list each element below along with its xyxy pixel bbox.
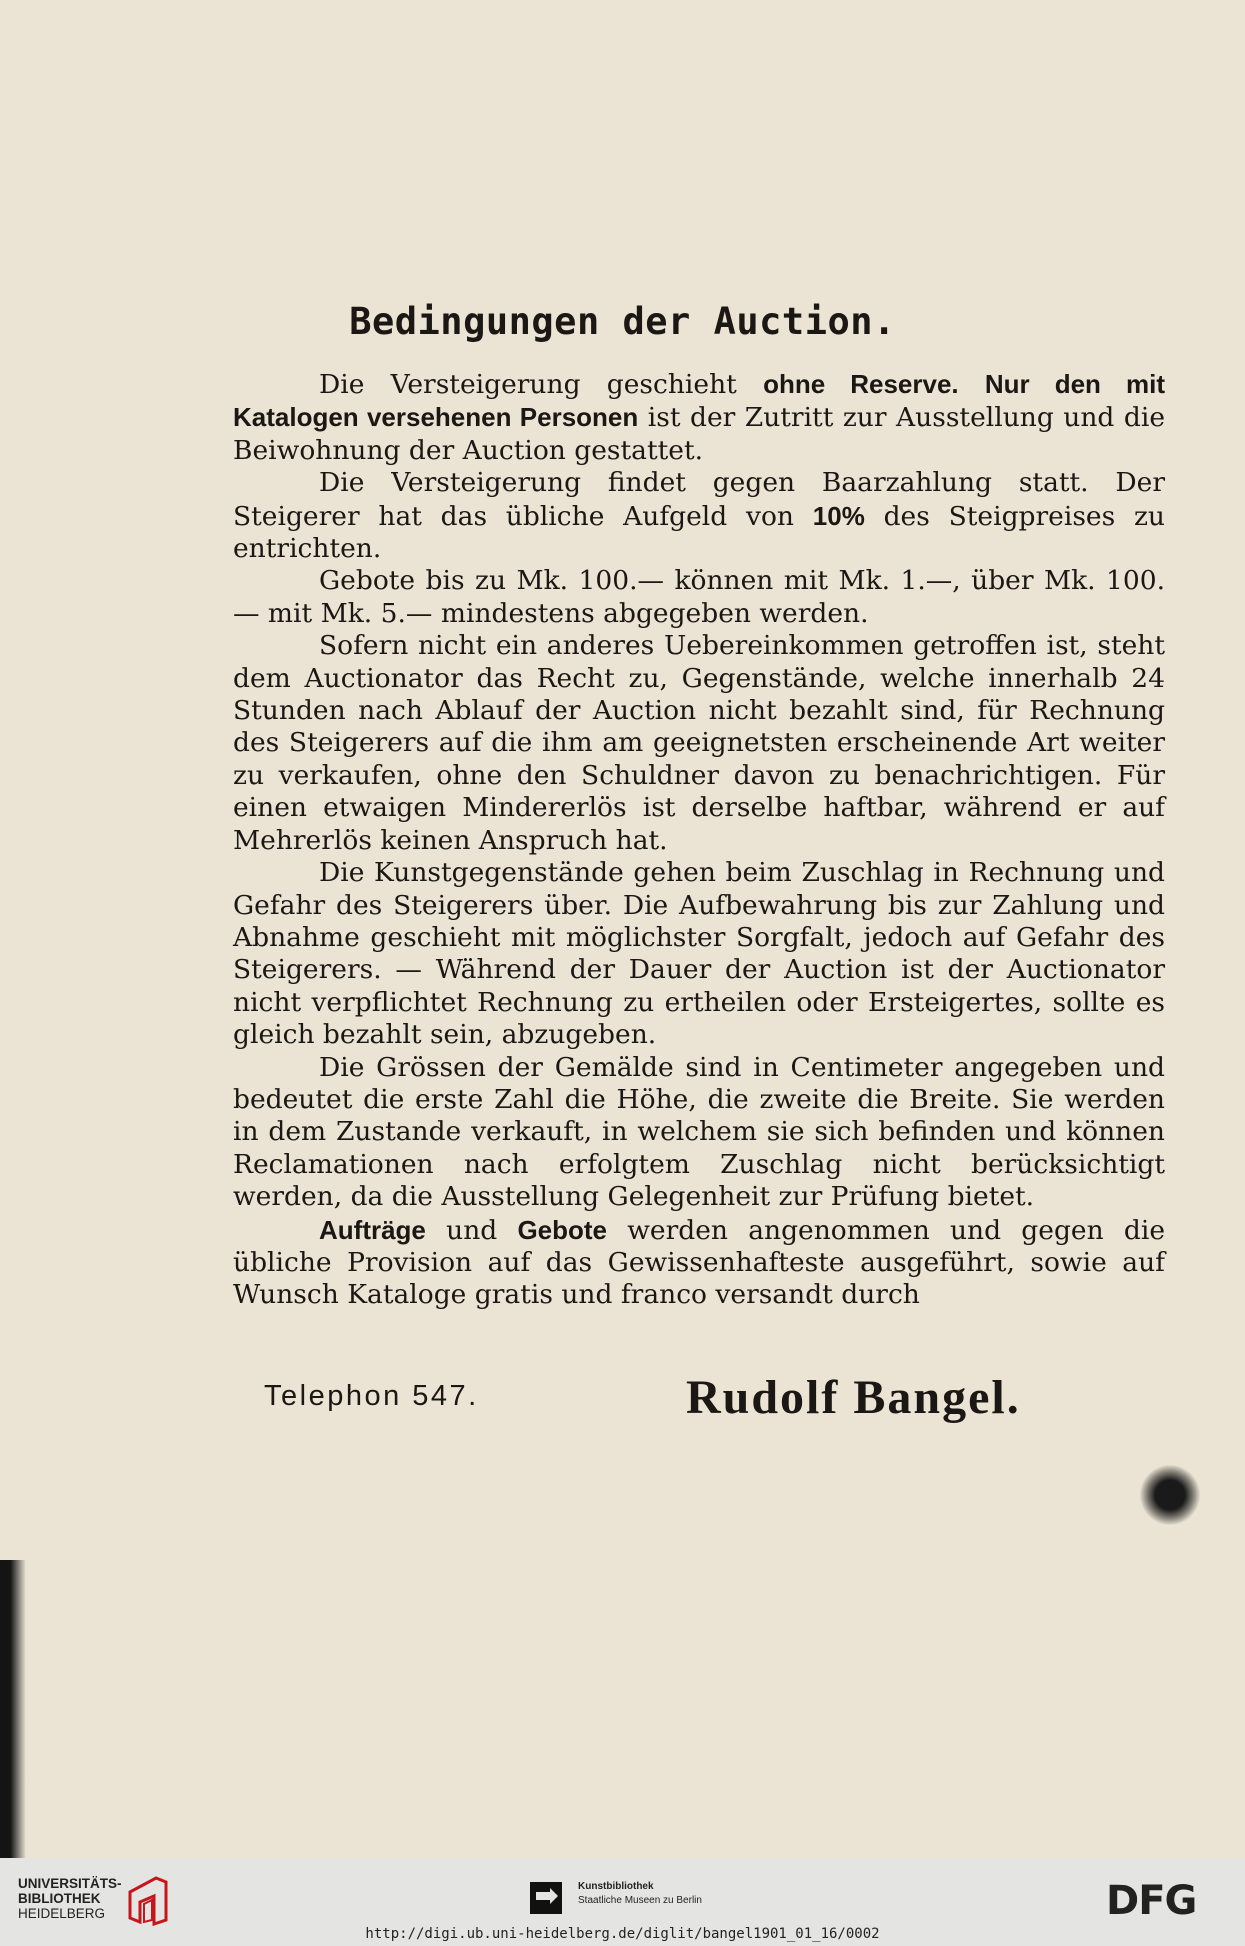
library-name-line3: HEIDELBERG — [18, 1906, 106, 1921]
telephone-number: Telephon 547. — [264, 1380, 479, 1412]
auctioneer-signature: Rudolf Bangel. — [686, 1371, 1021, 1424]
paragraph-text: Die Versteigerung geschieht — [319, 369, 764, 400]
paragraph — [233, 1214, 1165, 1312]
paragraph-text: ist der Zutritt zur Ausstellung und die Beiwohnung der Auction gestattet. — [233, 402, 1166, 466]
bold-text: ohne Reserve. — [763, 369, 959, 399]
paragraph — [233, 630, 1165, 857]
ink-spot — [1140, 1465, 1200, 1525]
paragraph-text: Gebote bis zu Mk. 100.— können mit Mk. 1.—, über Mk. 100.— mit Mk. 5.— mindestens abgegeben werden. — [233, 565, 1165, 629]
paragraph-text: Die Grössen der Gemälde sind in Centimeter angegeben und bedeutet die erste Zahl die Höhe, die zweite die Breite. Sie werden in dem Zustande verkauft, in welchem sie sich befinden und können Reclamationen nach erfolgtem Zuschlag nicht berücksichtigt werden, da die Ausstellung Gelegenheit zur Prüfung bietet. — [233, 1051, 1165, 1213]
paragraph-text: Sofern nicht ein anderes Uebereinkommen getroffen ist, steht dem Auctionator das Recht zu, Gegenstände, welche innerhalb 24 Stunden nach Ablauf der Auction nicht bezahlt sind, für Rechnung des Steigerers auf die ihm am geeignetsten erscheinende Art weiter zu verkaufen, ohne den Schuldner davon zu benachrichtigen. Für einen etwaigen Mindererlös ist derselbe haftbar, während er auf Mehrerlös keinen Anspruch hat. — [233, 630, 1165, 856]
library-name-line2: BIBLIOTHEK — [18, 1891, 101, 1906]
bold-text: 10% — [812, 500, 865, 531]
paragraph-text: werden angenommen und gegen die übliche Provision auf das Gewissenhafteste ausgeführt, sowie auf Wunsch Kataloge gratis und franco versandt durch — [233, 1214, 1165, 1311]
paragraph — [233, 1052, 1165, 1214]
bold-text: Gebote — [517, 1214, 608, 1245]
paragraph — [233, 857, 1165, 1051]
paragraph-text: des Steigpreises zu entrichten. — [233, 500, 1165, 565]
pencil-annotation — [689, 0, 1211, 69]
kunstbibliothek-title: Kunstbibliothek — [578, 1881, 654, 1892]
paragraph-text: und — [425, 1214, 518, 1246]
paragraph-text: Die Kunstgegenstände gehen beim Zuschlag in Rechnung und Gefahr des Steigerers über. Die Aufbewahrung bis zur Zahlung und Abnahme geschieht mit möglichster Sorgfalt, jedoch auf Gefahr des Steigerers. — Während der Dauer der Auction ist der Auctionator nicht verpflichtet Rechnung zu ertheilen oder Ersteigertes, sollte es gleich bezahlt sein, abzugeben. — [233, 857, 1165, 1051]
kunstbibliothek-logo[interactable] — [530, 1878, 750, 1918]
conditions-text — [233, 368, 1165, 1312]
paragraph-text: Die Versteigerung findet gegen Baarzahlung statt. Der Steigerer hat das übliche Aufgeld von — [233, 467, 1165, 532]
library-emblem-icon — [126, 1874, 170, 1926]
dfg-logo[interactable]: DFG — [1106, 1878, 1197, 1924]
footer-bar — [0, 1858, 1245, 1946]
paragraph — [233, 565, 1165, 630]
page-edge-shadow — [0, 1560, 26, 1858]
document-title: Bedingungen der Auction. — [349, 300, 896, 343]
kunstbibliothek-subtitle: Staatliche Museen zu Berlin — [578, 1895, 702, 1906]
document-url[interactable]: http://digi.ub.uni-heidelberg.de/diglit/bangel1901_01_16/0002 — [365, 1926, 880, 1942]
bold-text: Nur den mit Katalogen versehenen Personen — [233, 369, 1165, 433]
bold-text: Aufträge — [319, 1214, 426, 1245]
paragraph — [233, 467, 1165, 565]
paragraph-text — [959, 369, 985, 400]
paragraph — [233, 368, 1165, 467]
library-name-line1: UNIVERSITÄTS- — [18, 1876, 122, 1891]
kunstbibliothek-icon — [530, 1882, 562, 1914]
